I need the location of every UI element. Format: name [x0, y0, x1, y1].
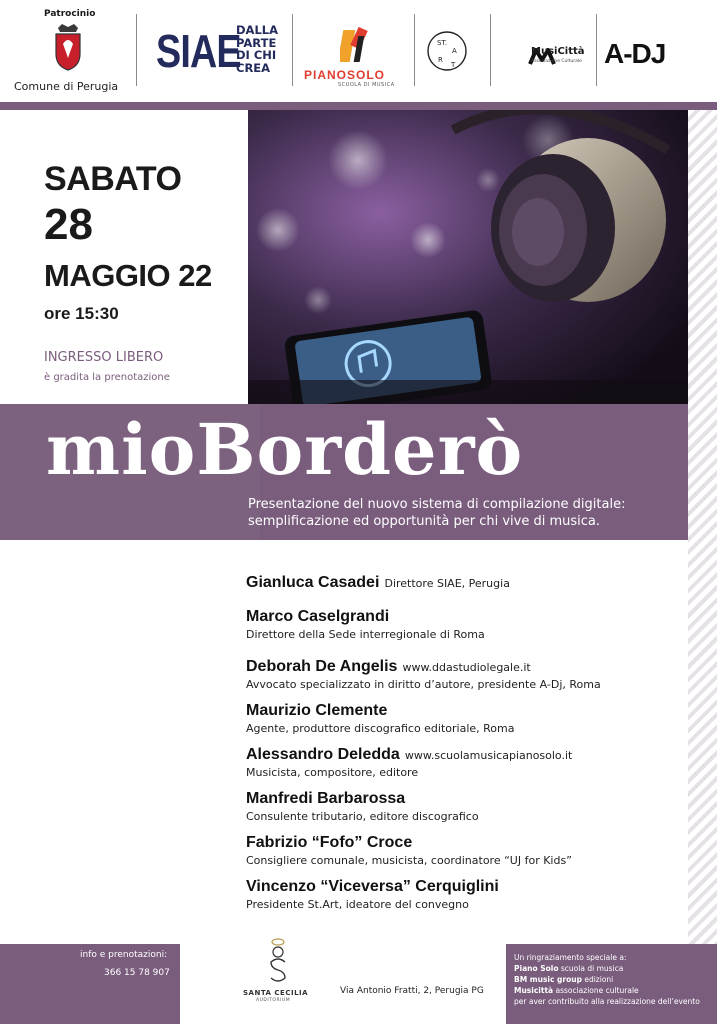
sponsor-bar: [0, 0, 717, 100]
speaker-description: Musicista, compositore, editore: [246, 766, 419, 779]
speaker-item: [246, 656, 601, 691]
pianosolo-subtitle: SCUOLA DI MUSICA: [338, 82, 395, 88]
event-subtitle: Presentazione del nuovo sistema di compilazione digitale: semplificazione ed opportunità per chi vive di musica.: [248, 497, 626, 529]
speaker-description: Agente, produttore discografico editoriale, Roma: [246, 722, 515, 735]
speaker-description: Avvocato specializzato in diritto d’autore, presidente A-Dj, Roma: [246, 678, 601, 691]
adj-logo: A-DJ: [604, 38, 666, 69]
event-month: MAGGIO 22: [44, 258, 212, 293]
speaker-description: Direttore della Sede interregionale di Roma: [246, 628, 485, 641]
venue-subtitle: AUDITORIUM: [256, 998, 291, 1003]
entry-note: è gradita la prenotazione: [44, 372, 170, 383]
speaker-item: [246, 572, 510, 592]
svg-text:R: R: [438, 56, 443, 64]
event-day: SABATO: [44, 160, 182, 198]
accent-line: [0, 102, 717, 110]
event-time: ore 15:30: [44, 304, 119, 323]
siae-tagline: DALLA PARTE DI CHI CREA: [236, 23, 279, 75]
speaker-item: [246, 832, 572, 867]
speaker-name: Alessandro Deledda: [246, 746, 400, 763]
speaker-description: Presidente St.Art, ideatore del convegno: [246, 898, 469, 911]
speaker-role: Direttore SIAE, Perugia: [384, 577, 510, 590]
patrocinio-label: Patrocinio: [44, 9, 96, 19]
entry-label: INGRESSO LIBERO: [44, 350, 164, 365]
headphones-photo: [248, 110, 688, 404]
divider: [414, 14, 415, 86]
svg-text:T: T: [451, 61, 456, 69]
speaker-item: [246, 744, 572, 779]
svg-text:ST.: ST.: [437, 39, 448, 47]
santa-cecilia-logo-icon: [258, 934, 298, 988]
speaker-name: Manfredi Barbarossa: [246, 790, 406, 807]
speaker-item: [246, 606, 485, 641]
speaker-name: Gianluca Casadei: [246, 574, 380, 591]
speaker-name: Fabrizio “Fofo” Croce: [246, 834, 413, 851]
info-label: info e prenotazioni:: [80, 950, 168, 960]
venue-name: SANTA CECILIA: [243, 989, 309, 997]
venue-address: Via Antonio Fratti, 2, Perugia PG: [340, 986, 484, 996]
thanks-text: Un ringraziamento speciale a: Piano Solo scuola di musica BM music group edizioni Musicittà associazione culturale per aver contribuito alla realizzazione dell’evento: [514, 953, 700, 1006]
comune-label: Comune di Perugia: [14, 80, 119, 93]
speaker-name: Maurizio Clemente: [246, 702, 388, 719]
divider: [136, 14, 137, 86]
speaker-description: Consulente tributario, editore discografico: [246, 810, 479, 823]
speaker-website: www.scuolamusicapianosolo.it: [404, 749, 573, 762]
phone-number: 366 15 78 907: [104, 968, 170, 978]
decorative-stripes: [688, 110, 717, 944]
divider: [292, 14, 293, 86]
perugia-crest-icon: [52, 22, 84, 72]
speaker-item: [246, 876, 499, 911]
musicitta-subtitle: Associazione Culturale: [531, 59, 582, 64]
divider: [490, 14, 491, 86]
pianosolo-wordmark: PIANOSOLO: [304, 68, 386, 82]
siae-logo: SIAE: [156, 25, 241, 77]
speaker-name: Vincenzo “Viceversa” Cerquiglini: [246, 878, 499, 895]
speaker-description: Consigliere comunale, musicista, coordinatore “UJ for Kids”: [246, 854, 572, 867]
pianosolo-logo-icon: [340, 26, 374, 66]
svg-text:A: A: [452, 47, 457, 55]
start-logo-icon: [426, 30, 468, 72]
speaker-website: www.ddastudiolegale.it: [402, 661, 531, 674]
speaker-name: Marco Caselgrandi: [246, 608, 390, 625]
speaker-name: Deborah De Angelis: [246, 658, 398, 675]
speaker-item: [246, 700, 515, 735]
divider: [596, 14, 597, 86]
speaker-item: [246, 788, 479, 823]
event-title: mioBorderò: [46, 408, 524, 491]
musicitta-wordmark: MusiCittà: [531, 46, 585, 57]
event-date: 28: [44, 200, 93, 249]
